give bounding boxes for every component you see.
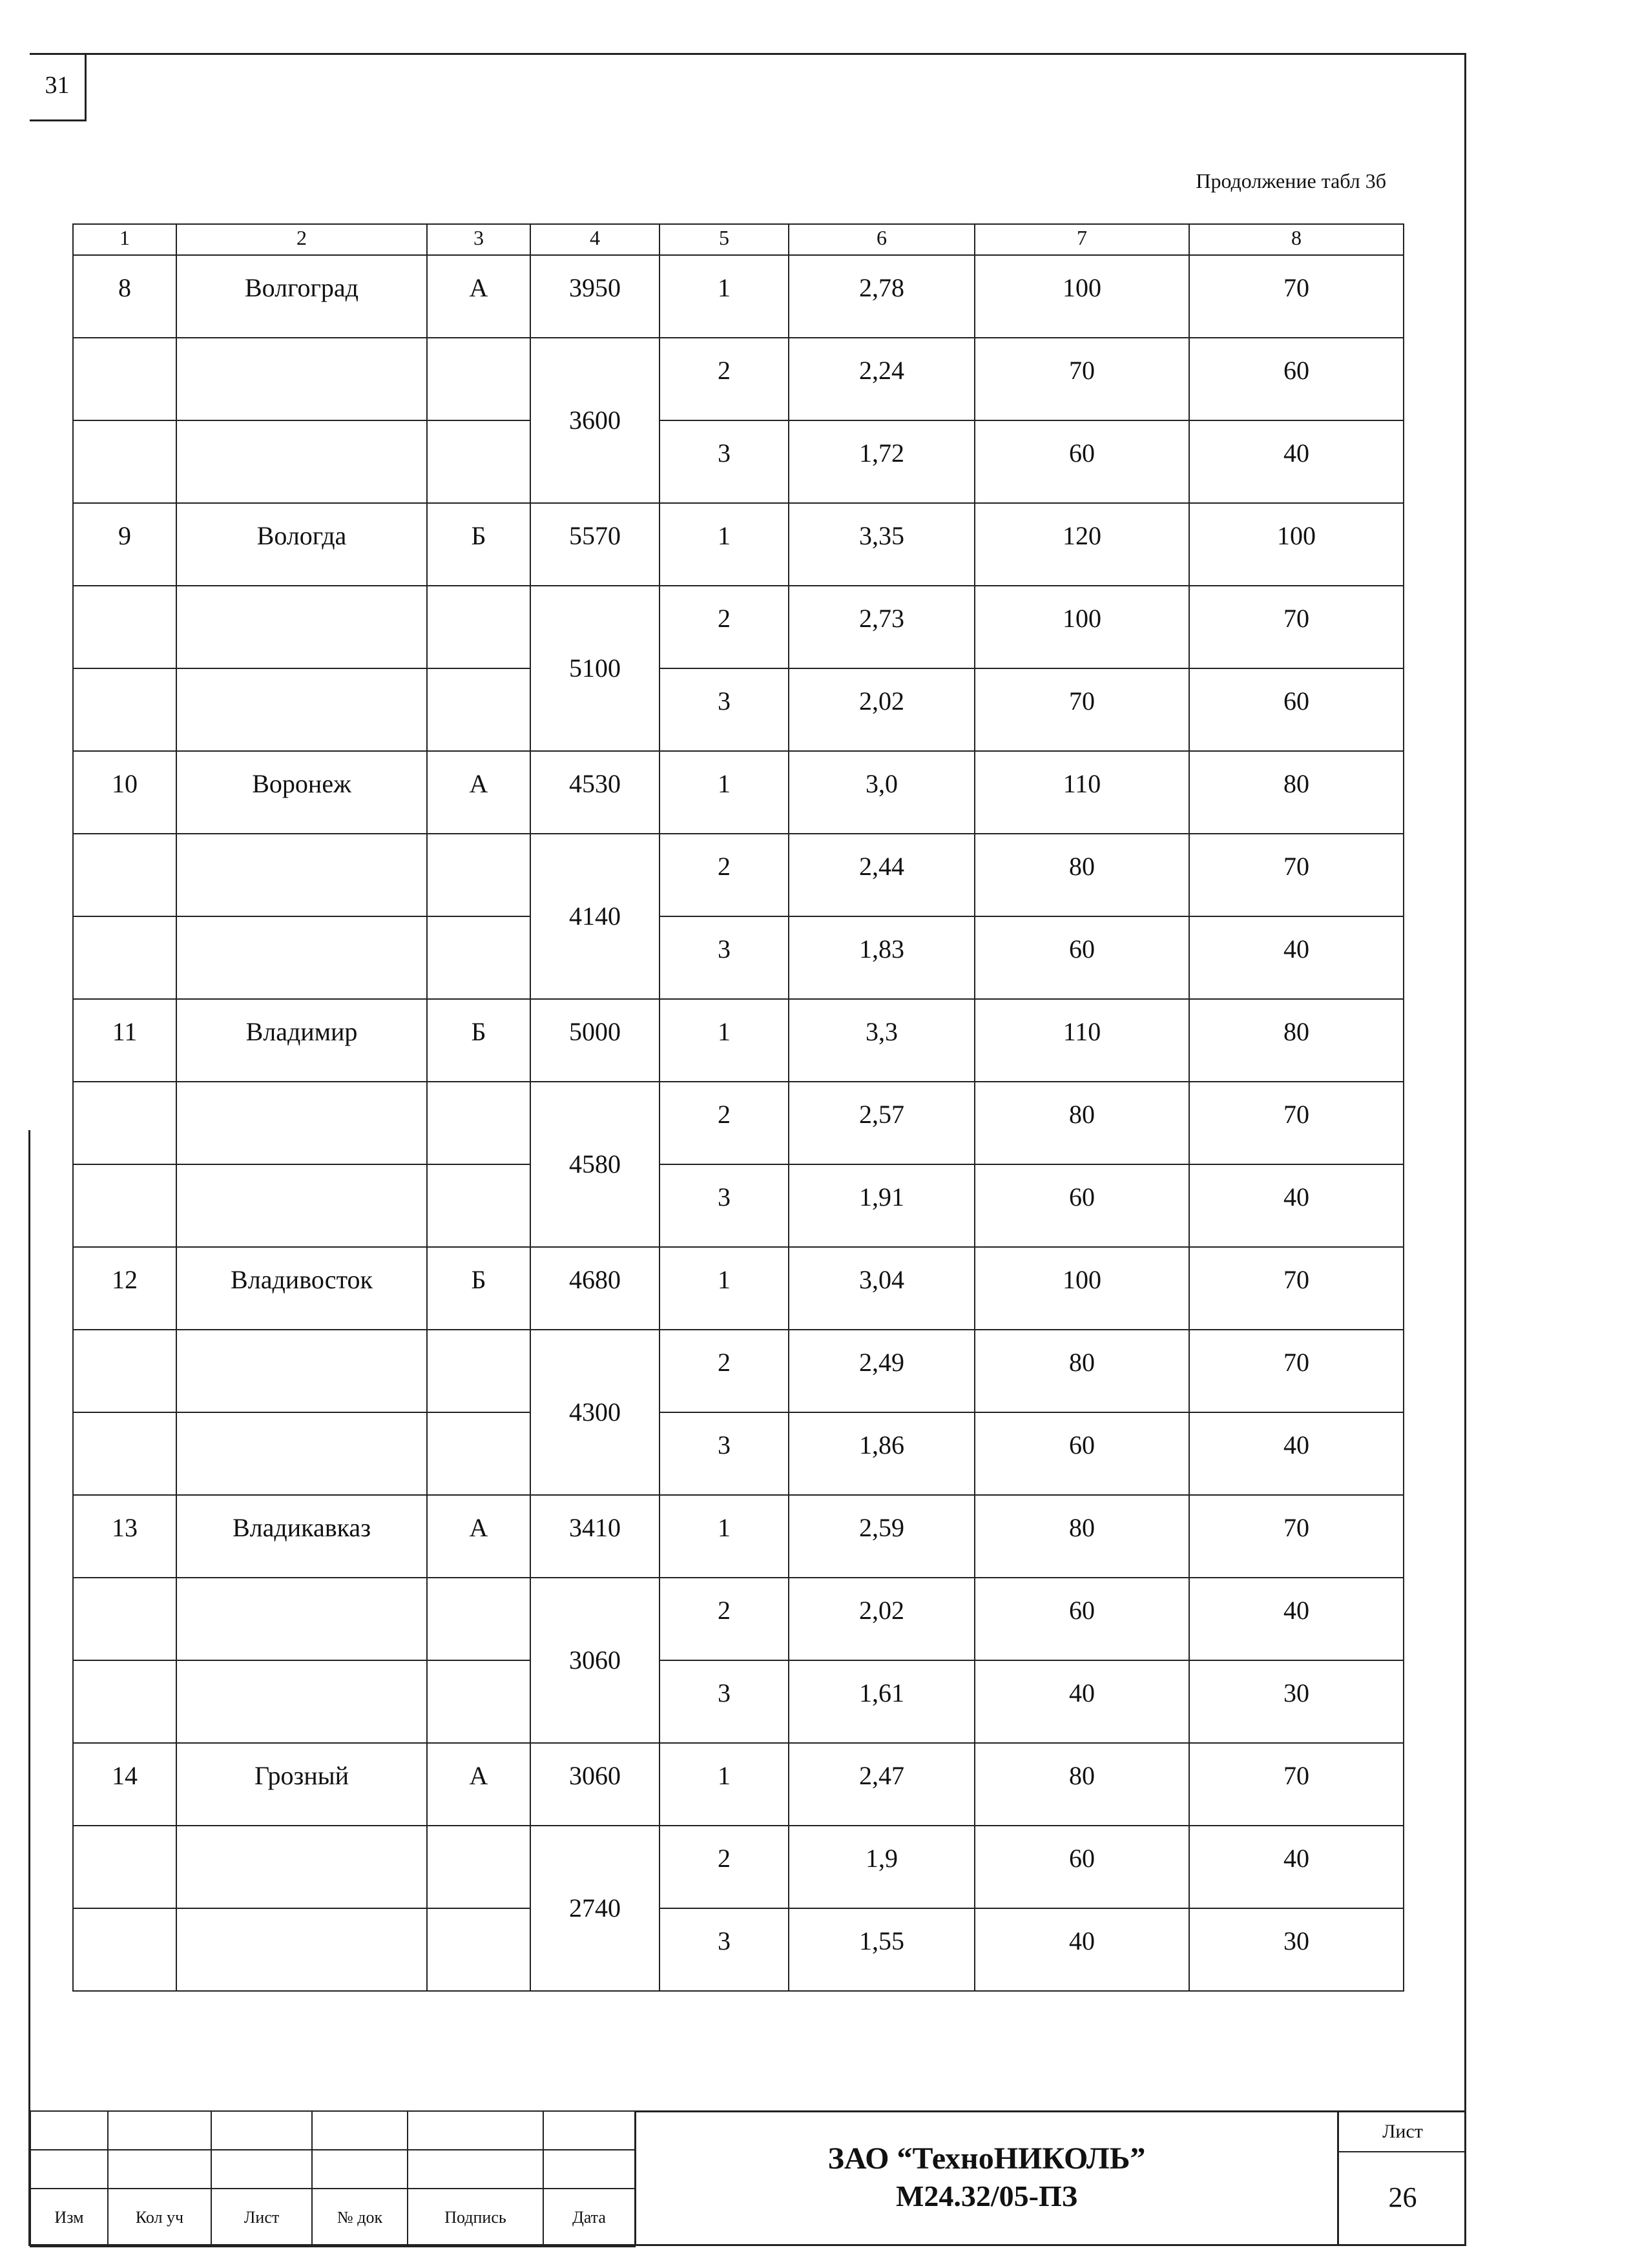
data-cell: 100	[975, 1247, 1189, 1330]
empty-cell	[176, 834, 427, 916]
table-row	[73, 1082, 1404, 1164]
column-header: 5	[659, 224, 789, 255]
zone-letter: Б	[427, 999, 530, 1082]
stamp-label-signature: Подпись	[408, 2189, 543, 2247]
zone-letter: Б	[427, 503, 530, 586]
data-cell: 1	[659, 751, 789, 834]
data-cell: 3	[659, 916, 789, 999]
data-cell: 2,02	[789, 1578, 975, 1660]
table-row	[73, 1743, 1404, 1826]
empty-cell	[176, 1578, 427, 1660]
data-cell: 3	[659, 1660, 789, 1743]
data-cell: 3,04	[789, 1247, 975, 1330]
table-row	[73, 255, 1404, 338]
data-cell: 70	[1189, 1495, 1404, 1578]
frame-left-line	[28, 1130, 30, 2246]
stamp-bottom-line	[30, 2244, 1466, 2246]
empty-cell	[427, 1412, 530, 1495]
empty-cell	[73, 834, 176, 916]
data-cell: 3,35	[789, 503, 975, 586]
value-primary: 5000	[530, 999, 659, 1082]
data-cell: 2	[659, 834, 789, 916]
empty-cell	[427, 668, 530, 751]
stamp-label-izm: Изм	[30, 2189, 108, 2247]
data-cell: 2	[659, 1330, 789, 1412]
table-row	[73, 1164, 1404, 1247]
value-primary: 5570	[530, 503, 659, 586]
value-secondary: 3600	[530, 338, 659, 503]
data-cell: 2	[659, 338, 789, 420]
data-cell: 3	[659, 1908, 789, 1991]
stamp-main	[634, 2110, 1337, 2246]
zone-letter: Б	[427, 1247, 530, 1330]
empty-cell	[176, 668, 427, 751]
column-header: 7	[975, 224, 1189, 255]
data-cell: 110	[975, 751, 1189, 834]
empty-cell	[73, 338, 176, 420]
value-secondary: 3060	[530, 1578, 659, 1743]
data-cell: 30	[1189, 1660, 1404, 1743]
empty-cell	[73, 1908, 176, 1991]
data-cell: 2	[659, 1826, 789, 1908]
column-header: 8	[1189, 224, 1404, 255]
city-name: Владимир	[176, 999, 427, 1082]
stamp-label-list: Лист	[211, 2189, 312, 2247]
sheet-label: Лист	[1339, 2112, 1466, 2152]
data-cell: 2,44	[789, 834, 975, 916]
table-row	[73, 916, 1404, 999]
zone-letter: А	[427, 751, 530, 834]
data-cell: 100	[1189, 503, 1404, 586]
empty-cell	[427, 916, 530, 999]
empty-cell	[176, 1908, 427, 1991]
column-header: 2	[176, 224, 427, 255]
table-row	[73, 1495, 1404, 1578]
data-cell: 40	[1189, 1164, 1404, 1247]
data-cell: 1,9	[789, 1826, 975, 1908]
data-cell: 40	[1189, 1412, 1404, 1495]
empty-cell	[176, 916, 427, 999]
data-cell: 1,61	[789, 1660, 975, 1743]
empty-cell	[427, 1908, 530, 1991]
data-cell: 40	[1189, 1826, 1404, 1908]
data-cell: 30	[1189, 1908, 1404, 1991]
data-cell: 2	[659, 586, 789, 668]
column-header: 3	[427, 224, 530, 255]
value-primary: 4530	[530, 751, 659, 834]
empty-cell	[73, 668, 176, 751]
data-cell: 2,73	[789, 586, 975, 668]
data-cell: 1	[659, 1247, 789, 1330]
data-cell: 60	[1189, 668, 1404, 751]
value-primary: 3060	[530, 1743, 659, 1826]
zone-letter: А	[427, 1743, 530, 1826]
empty-cell	[176, 1082, 427, 1164]
data-cell: 60	[975, 420, 1189, 503]
stamp-label-date: Дата	[543, 2189, 635, 2247]
empty-cell	[427, 338, 530, 420]
value-secondary: 4300	[530, 1330, 659, 1495]
data-cell: 60	[975, 1826, 1189, 1908]
zone-letter: А	[427, 255, 530, 338]
data-cell: 1	[659, 1495, 789, 1578]
row-number: 8	[73, 255, 176, 338]
revision-grid	[30, 2110, 636, 2247]
data-cell: 110	[975, 999, 1189, 1082]
data-cell: 3,0	[789, 751, 975, 834]
data-cell: 2,78	[789, 255, 975, 338]
value-primary: 3410	[530, 1495, 659, 1578]
table-row	[73, 1578, 1404, 1660]
data-cell: 2	[659, 1082, 789, 1164]
data-cell: 70	[1189, 1743, 1404, 1826]
stamp-label-kol-uch: Кол уч	[108, 2189, 211, 2247]
header-row	[73, 224, 1404, 255]
empty-cell	[73, 1082, 176, 1164]
data-cell: 2,02	[789, 668, 975, 751]
table-row	[73, 668, 1404, 751]
data-cell: 3,3	[789, 999, 975, 1082]
data-cell: 80	[975, 1330, 1189, 1412]
city-name: Владивосток	[176, 1247, 427, 1330]
data-cell: 80	[975, 1495, 1189, 1578]
city-name: Воронеж	[176, 751, 427, 834]
data-cell: 80	[1189, 751, 1404, 834]
table-row	[73, 1412, 1404, 1495]
table-row	[73, 999, 1404, 1082]
city-name: Владикавказ	[176, 1495, 427, 1578]
table-row	[73, 1660, 1404, 1743]
row-number: 14	[73, 1743, 176, 1826]
data-cell: 40	[975, 1660, 1189, 1743]
data-cell: 70	[975, 668, 1189, 751]
data-cell: 40	[1189, 1578, 1404, 1660]
sheet-box	[1337, 2110, 1466, 2246]
value-primary: 3950	[530, 255, 659, 338]
empty-cell	[73, 420, 176, 503]
row-number: 12	[73, 1247, 176, 1330]
data-cell: 3	[659, 668, 789, 751]
empty-cell	[73, 1412, 176, 1495]
empty-cell	[427, 586, 530, 668]
data-cell: 2,57	[789, 1082, 975, 1164]
data-cell: 40	[1189, 420, 1404, 503]
city-name: Волгоград	[176, 255, 427, 338]
zone-letter: А	[427, 1495, 530, 1578]
data-table	[72, 223, 1404, 1992]
data-cell: 80	[975, 1082, 1189, 1164]
continuation-caption: Продолжение табл 3б	[1196, 169, 1386, 192]
empty-cell	[176, 1660, 427, 1743]
data-cell: 60	[1189, 338, 1404, 420]
empty-cell	[427, 834, 530, 916]
value-secondary: 5100	[530, 586, 659, 751]
table-row	[73, 1908, 1404, 1991]
table-row	[73, 834, 1404, 916]
column-header: 1	[73, 224, 176, 255]
data-cell: 60	[975, 1164, 1189, 1247]
document-code: М24.32/05-ПЗ	[895, 2180, 1078, 2212]
table-row	[73, 1330, 1404, 1412]
data-cell: 70	[1189, 1082, 1404, 1164]
empty-cell	[73, 1660, 176, 1743]
data-cell: 2,59	[789, 1495, 975, 1578]
empty-cell	[176, 1330, 427, 1412]
table-row	[73, 1247, 1404, 1330]
empty-cell	[427, 1826, 530, 1908]
stamp-label-doc-no: № док	[312, 2189, 408, 2247]
empty-cell	[427, 1164, 530, 1247]
data-cell: 2,47	[789, 1743, 975, 1826]
data-cell: 3	[659, 1164, 789, 1247]
empty-cell	[176, 1164, 427, 1247]
empty-cell	[73, 1826, 176, 1908]
empty-cell	[427, 1082, 530, 1164]
data-cell: 80	[975, 834, 1189, 916]
data-cell: 40	[1189, 916, 1404, 999]
empty-cell	[427, 420, 530, 503]
empty-cell	[176, 338, 427, 420]
data-cell: 1	[659, 1743, 789, 1826]
table-row	[73, 420, 1404, 503]
data-cell: 3	[659, 1412, 789, 1495]
value-secondary: 4580	[530, 1082, 659, 1247]
empty-cell	[176, 586, 427, 668]
company-name: ЗАО “ТехноНИКОЛЬ”	[827, 2141, 1146, 2176]
empty-cell	[73, 1330, 176, 1412]
row-number: 9	[73, 503, 176, 586]
data-cell: 70	[975, 338, 1189, 420]
data-cell: 100	[975, 255, 1189, 338]
data-cell: 1	[659, 999, 789, 1082]
empty-cell	[176, 1412, 427, 1495]
row-number: 13	[73, 1495, 176, 1578]
data-cell: 1	[659, 255, 789, 338]
data-cell: 1,72	[789, 420, 975, 503]
empty-cell	[427, 1330, 530, 1412]
sheet-number: 26	[1388, 2181, 1417, 2213]
data-cell: 1,83	[789, 916, 975, 999]
city-name: Грозный	[176, 1743, 427, 1826]
column-header: 4	[530, 224, 659, 255]
data-cell: 80	[975, 1743, 1189, 1826]
empty-cell	[73, 1164, 176, 1247]
data-cell: 2	[659, 1578, 789, 1660]
data-cell: 3	[659, 420, 789, 503]
data-cell: 1,91	[789, 1164, 975, 1247]
table-row	[73, 1826, 1404, 1908]
column-header: 6	[789, 224, 975, 255]
empty-cell	[176, 420, 427, 503]
data-cell: 80	[1189, 999, 1404, 1082]
data-cell: 70	[1189, 255, 1404, 338]
table-row	[73, 751, 1404, 834]
empty-cell	[73, 1578, 176, 1660]
value-secondary: 2740	[530, 1826, 659, 1991]
row-number: 10	[73, 751, 176, 834]
data-cell: 60	[975, 1412, 1189, 1495]
data-cell: 70	[1189, 586, 1404, 668]
data-cell: 60	[975, 916, 1189, 999]
empty-cell	[427, 1660, 530, 1743]
empty-cell	[73, 586, 176, 668]
data-cell: 70	[1189, 1247, 1404, 1330]
empty-cell	[176, 1826, 427, 1908]
table-row	[73, 586, 1404, 668]
value-primary: 4680	[530, 1247, 659, 1330]
empty-cell	[427, 1578, 530, 1660]
data-cell: 1,86	[789, 1412, 975, 1495]
data-cell: 40	[975, 1908, 1189, 1991]
data-cell: 70	[1189, 1330, 1404, 1412]
data-cell: 1,55	[789, 1908, 975, 1991]
empty-cell	[73, 916, 176, 999]
data-cell: 120	[975, 503, 1189, 586]
table-row	[73, 503, 1404, 586]
page-number: 31	[30, 53, 87, 121]
data-cell: 70	[1189, 834, 1404, 916]
city-name: Вологда	[176, 503, 427, 586]
title-block	[30, 2110, 1466, 2246]
table-row	[73, 338, 1404, 420]
data-cell: 2,24	[789, 338, 975, 420]
data-cell: 60	[975, 1578, 1189, 1660]
data-cell: 1	[659, 503, 789, 586]
data-cell: 2,49	[789, 1330, 975, 1412]
row-number: 11	[73, 999, 176, 1082]
value-secondary: 4140	[530, 834, 659, 999]
data-cell: 100	[975, 586, 1189, 668]
